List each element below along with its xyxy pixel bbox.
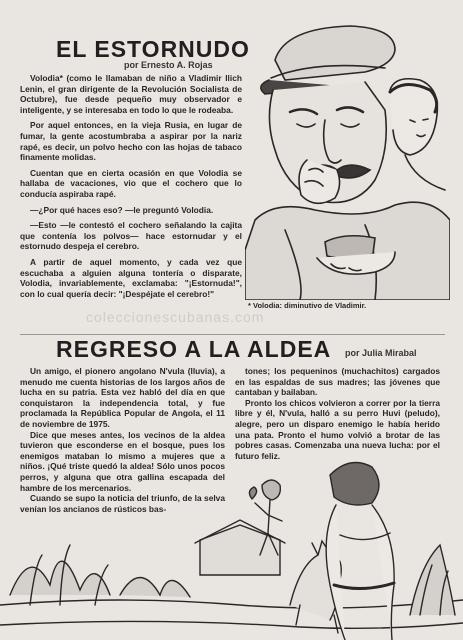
story1-paragraph: —¿Por qué haces eso? —le preguntó Volodia. [30, 204, 214, 215]
watermark-text: coleccionescubanas.com [86, 309, 265, 325]
story1-paragraph: Volodia* (como le llamaban de niño a Vladimir Ilich Lenin, el gran dirigente de la Revolución Socialista de Octubre), fue desde pequeño muy observador e inteligente, y se interesaba en todo lo que le rodeaba. [20, 73, 242, 115]
story2-paragraph: Cuando se supo la noticia del triunfo, de la selva venían los ancianos de rústicos bas- [20, 493, 225, 514]
village-illustration [0, 445, 463, 640]
story2-paragraph: tones; los pequeninos (muchachitos) cargados en las espaldas de sus madres; las jóvenes que cantaban y bailaban. [235, 366, 440, 398]
coachman-illustration [245, 20, 450, 300]
story2-paragraph: Dice que meses antes, los vecinos de la aldea tuvieron que esconderse en el bosque, pues los enemigos mataban lo mismo a mujeres que a niños. ¡Qué triste quedó la aldea! Sólo unos pocos perros, y alguna que otra gallina escapada del hambre de los mercenarios. [20, 429, 225, 493]
story2-paragraph: Pronto los chicos volvieron a correr por la tierra libre y él, N'vula, halló a su perro Huvi (peludo), alegre, pero un disparo enemigo le había herido una pata. Pronto el humo volvió a brotar de las pobres casas. Comenzaba una nueva lucha: por el futuro feliz. [235, 397, 440, 461]
story1-byline: por Ernesto A. Rojas [124, 60, 213, 70]
story1-paragraph: A partir de aquel momento, y cada vez que escuchaba a alguien alguna tontería o disparate, Volodia, invariablemente, exclamaba: "¡Estornuda!", con lo cual quería decir: "¡Despéjate el cerebro!" [20, 256, 242, 299]
story1-paragraph: —Esto —le contestó el cochero señalando la cajita que contenía los polvos— hace estornudar y el estornudo despeja el cerebro. [20, 220, 242, 252]
story1-title: EL ESTORNUDO [56, 36, 250, 62]
story1-footnote: * Volodia: diminutivo de Vladimir. [248, 301, 367, 310]
section-divider [20, 334, 445, 335]
story1-paragraph: Cuentan que en cierta ocasión en que Volodia se hallaba de vacaciones, vio que el cochero que lo conducía aspiraba rapé. [20, 167, 242, 199]
story1-paragraph: Por aquel entonces, en la vieja Rusia, en lugar de fumar, la gente acostumbraba a aspirar por la nariz rapé, es decir, un polvo hecho con las hojas de tabaco finamente molidas. [20, 120, 242, 163]
story2-paragraph: Un amigo, el pionero angolano N'vula (lluvia), a menudo me cuenta historias de los largos años de lucha en su patria. Esta vez habló del día en que conquistaron la independencia total, y fue proclamada la República Popular de Angola, el 11 de noviembre de 1975. [20, 366, 225, 429]
story2-byline: por Julia Mirabal [345, 348, 417, 358]
story1-body [20, 73, 242, 304]
story2-title: REGRESO A LA ALDEA [56, 336, 332, 362]
